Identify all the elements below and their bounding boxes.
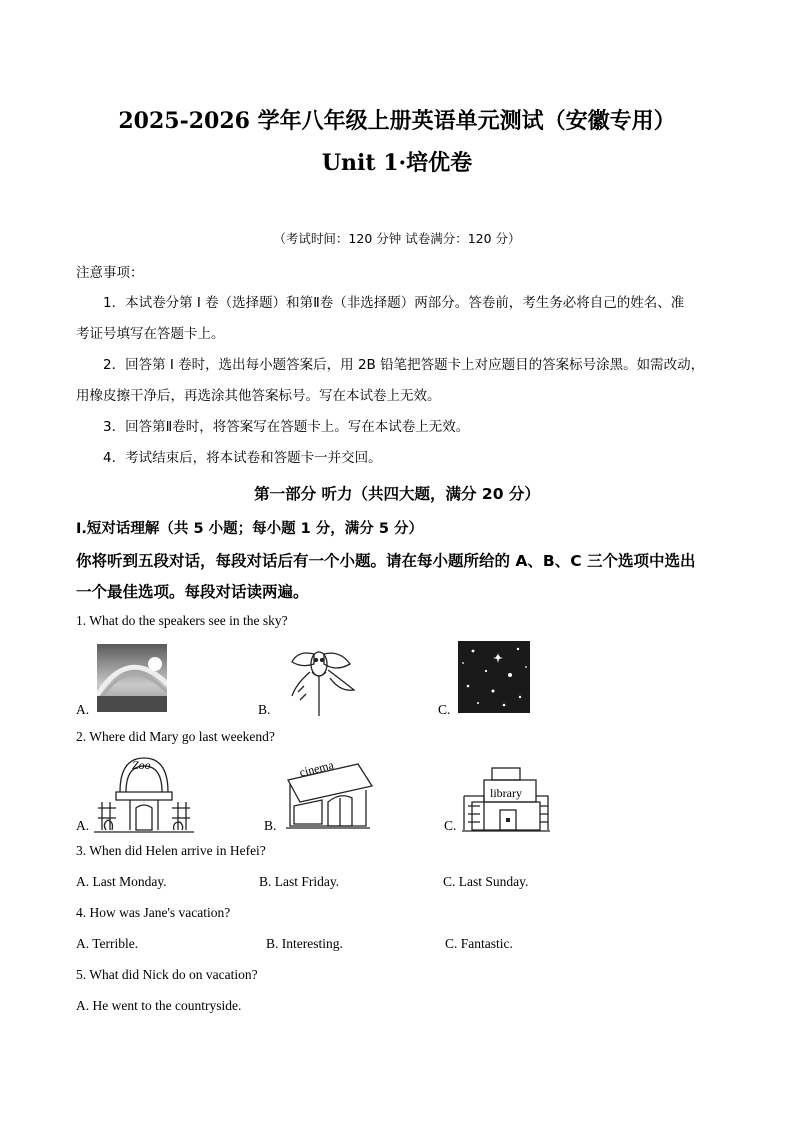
note-item-2: 2．回答第 I 卷时，选出每小题答案后，用 2B 铅笔把答题卡上对应题目的答案标号涂黑。如需改动， <box>103 357 705 373</box>
q1-option-a-label[interactable]: A. <box>76 702 90 717</box>
q4-option-b[interactable]: B. Interesting. <box>266 936 343 951</box>
exam-subtitle: Unit 1·培优卷 <box>321 150 473 176</box>
note-item-1: 1．本试卷分第 I 卷（选择题）和第Ⅱ卷（非选择题）两部分。答卷前，考生务必将自己的姓名、准 <box>103 295 685 311</box>
instructions-line-1: 你将听到五段对话，每段对话后有一个小题。请在每小题所给的 A、B、C 三个选项中选出 <box>76 552 696 570</box>
note-item-3: 3．回答第Ⅱ卷时，将答案写在答题卡上。写在本试卷上无效。 <box>103 419 470 435</box>
q3-option-b[interactable]: B. Last Friday. <box>259 874 340 889</box>
instructions-line-2: 一个最佳选项。每段对话读两遍。 <box>76 583 309 601</box>
library-sign-text: library <box>490 786 522 800</box>
question-1-prompt: 1. What do the speakers see in the sky? <box>76 613 288 628</box>
question-3-prompt: 3. When did Helen arrive in Hefei? <box>76 843 266 858</box>
note-item-1-cont: 考证号填写在答题卡上。 <box>76 326 225 342</box>
q4-option-c[interactable]: C. Fantastic. <box>445 936 513 951</box>
q1-option-c-label[interactable]: C. <box>438 702 451 717</box>
stars-photo <box>458 641 530 713</box>
question-5-prompt: 5. What did Nick do on vacation? <box>76 967 258 982</box>
q3-option-c[interactable]: C. Last Sunday. <box>443 874 529 889</box>
note-item-2-cont: 用橡皮擦干净后，再选涂其他答案标号。写在本试卷上无效。 <box>76 388 441 404</box>
q2-option-a-label[interactable]: A. <box>76 818 90 833</box>
q2-option-c-label[interactable]: C. <box>444 818 457 833</box>
section1-title: Ⅰ.短对话理解（共 5 小题；每小题 1 分，满分 5 分） <box>76 521 423 537</box>
cinema-sign-text: cinema <box>298 757 336 780</box>
q1-option-b-label[interactable]: B. <box>258 702 271 717</box>
question-4-prompt: 4. How was Jane's vacation? <box>76 905 231 920</box>
note-item-4: 4．考试结束后，将本试卷和答题卡一并交回。 <box>103 450 382 466</box>
kite-drawing <box>284 642 360 716</box>
q2-option-b-label[interactable]: B. <box>264 818 277 833</box>
zoo-sign-text: Zoo <box>132 758 151 772</box>
q3-option-a[interactable]: A. Last Monday. <box>76 874 167 889</box>
exam-info: （考试时间：120 分钟 试卷满分：120 分） <box>273 231 521 246</box>
exam-title: 2025-2026 学年八年级上册英语单元测试（安徽专用） <box>118 108 676 134</box>
rainbow-photo <box>97 644 167 712</box>
q4-option-a[interactable]: A. Terrible. <box>76 936 139 951</box>
part1-heading: 第一部分 听力（共四大题，满分 20 分） <box>254 485 540 503</box>
notes-heading: 注意事项： <box>76 265 144 281</box>
q5-option-a[interactable]: A. He went to the countryside. <box>76 998 242 1013</box>
question-2-prompt: 2. Where did Mary go last weekend? <box>76 729 275 744</box>
